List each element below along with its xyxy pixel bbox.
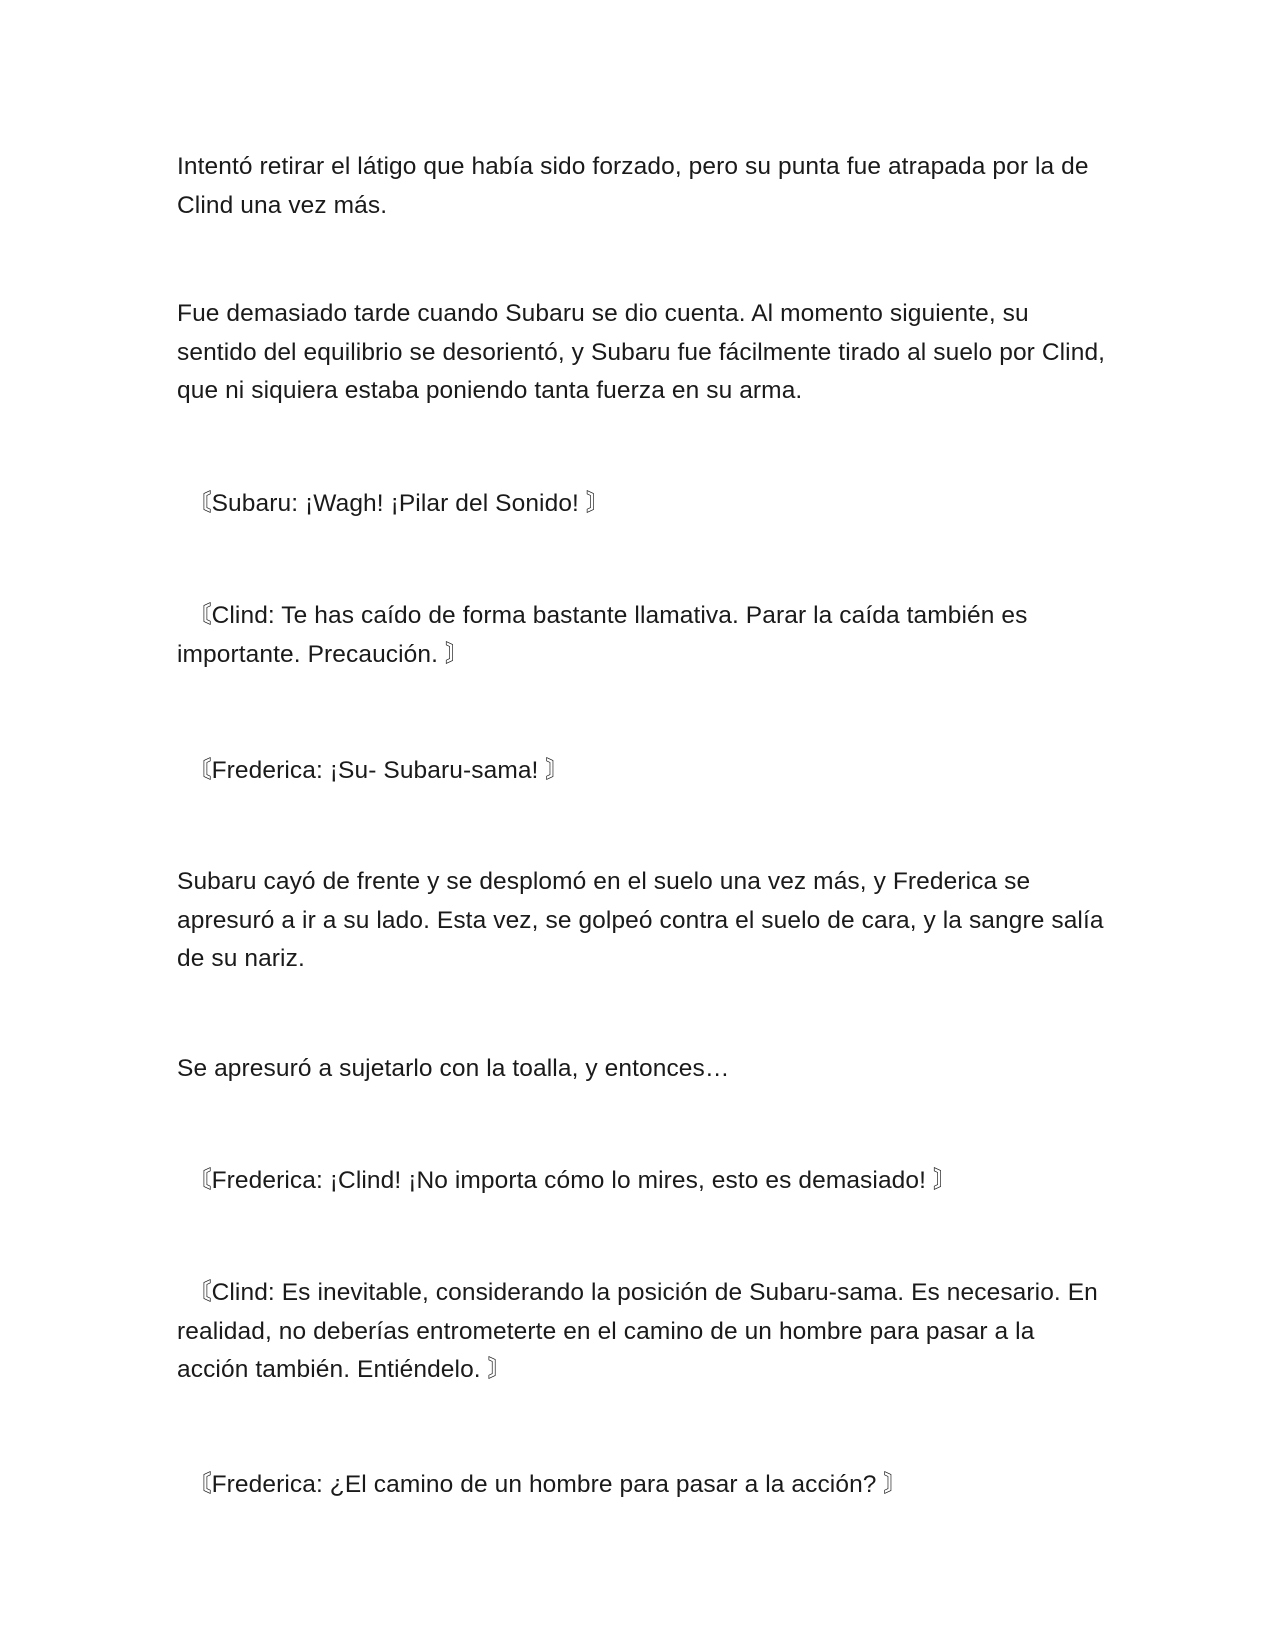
narration-paragraph: Subaru cayó de frente y se desplomó en el suelo una vez más, y Frederica se apresuró a ir a su lado. Esta vez, se golpeó contra el suelo de cara, y la sangre salía de su nariz. [177, 868, 1104, 972]
dialogue-line: 〘Frederica: ¿El camino de un hombre para pasar a la acción? 〙 [187, 1471, 909, 1498]
dialogue-line: 〘Frederica: ¡Su- Subaru-sama! 〙 [187, 757, 570, 784]
dialogue-line: 〘Frederica: ¡Clind! ¡No importa cómo lo mires, esto es demasiado! 〙 [187, 1167, 958, 1194]
narration-paragraph: Fue demasiado tarde cuando Subaru se dio cuenta. Al momento siguiente, su sentido del equilibrio se desorientó, y Subaru fue fácilmente tirado al suelo por Clind, que ni siquiera estaba poniendo tanta fuerza en su arma. [177, 300, 1106, 404]
dialogue-line: 〘Subaru: ¡Wagh! ¡Pilar del Sonido! 〙 [187, 490, 611, 517]
narration-paragraph: Se apresuró a sujetarlo con la toalla, y entonces… [177, 1055, 730, 1082]
dialogue-line: 〘Clind: Es inevitable, considerando la posición de Subaru-sama. Es necesario. En realidad, no deberías entrometerte en el camino de un hombre para pasar a la acción también. Entiéndelo. 〙 [177, 1279, 1098, 1383]
dialogue-line: 〘Clind: Te has caído de forma bastante llamativa. Parar la caída también es importante. Precaución. 〙 [177, 602, 1028, 668]
narration-paragraph: Intentó retirar el látigo que había sido forzado, pero su punta fue atrapada por la de Clind una vez más. [177, 153, 1089, 219]
